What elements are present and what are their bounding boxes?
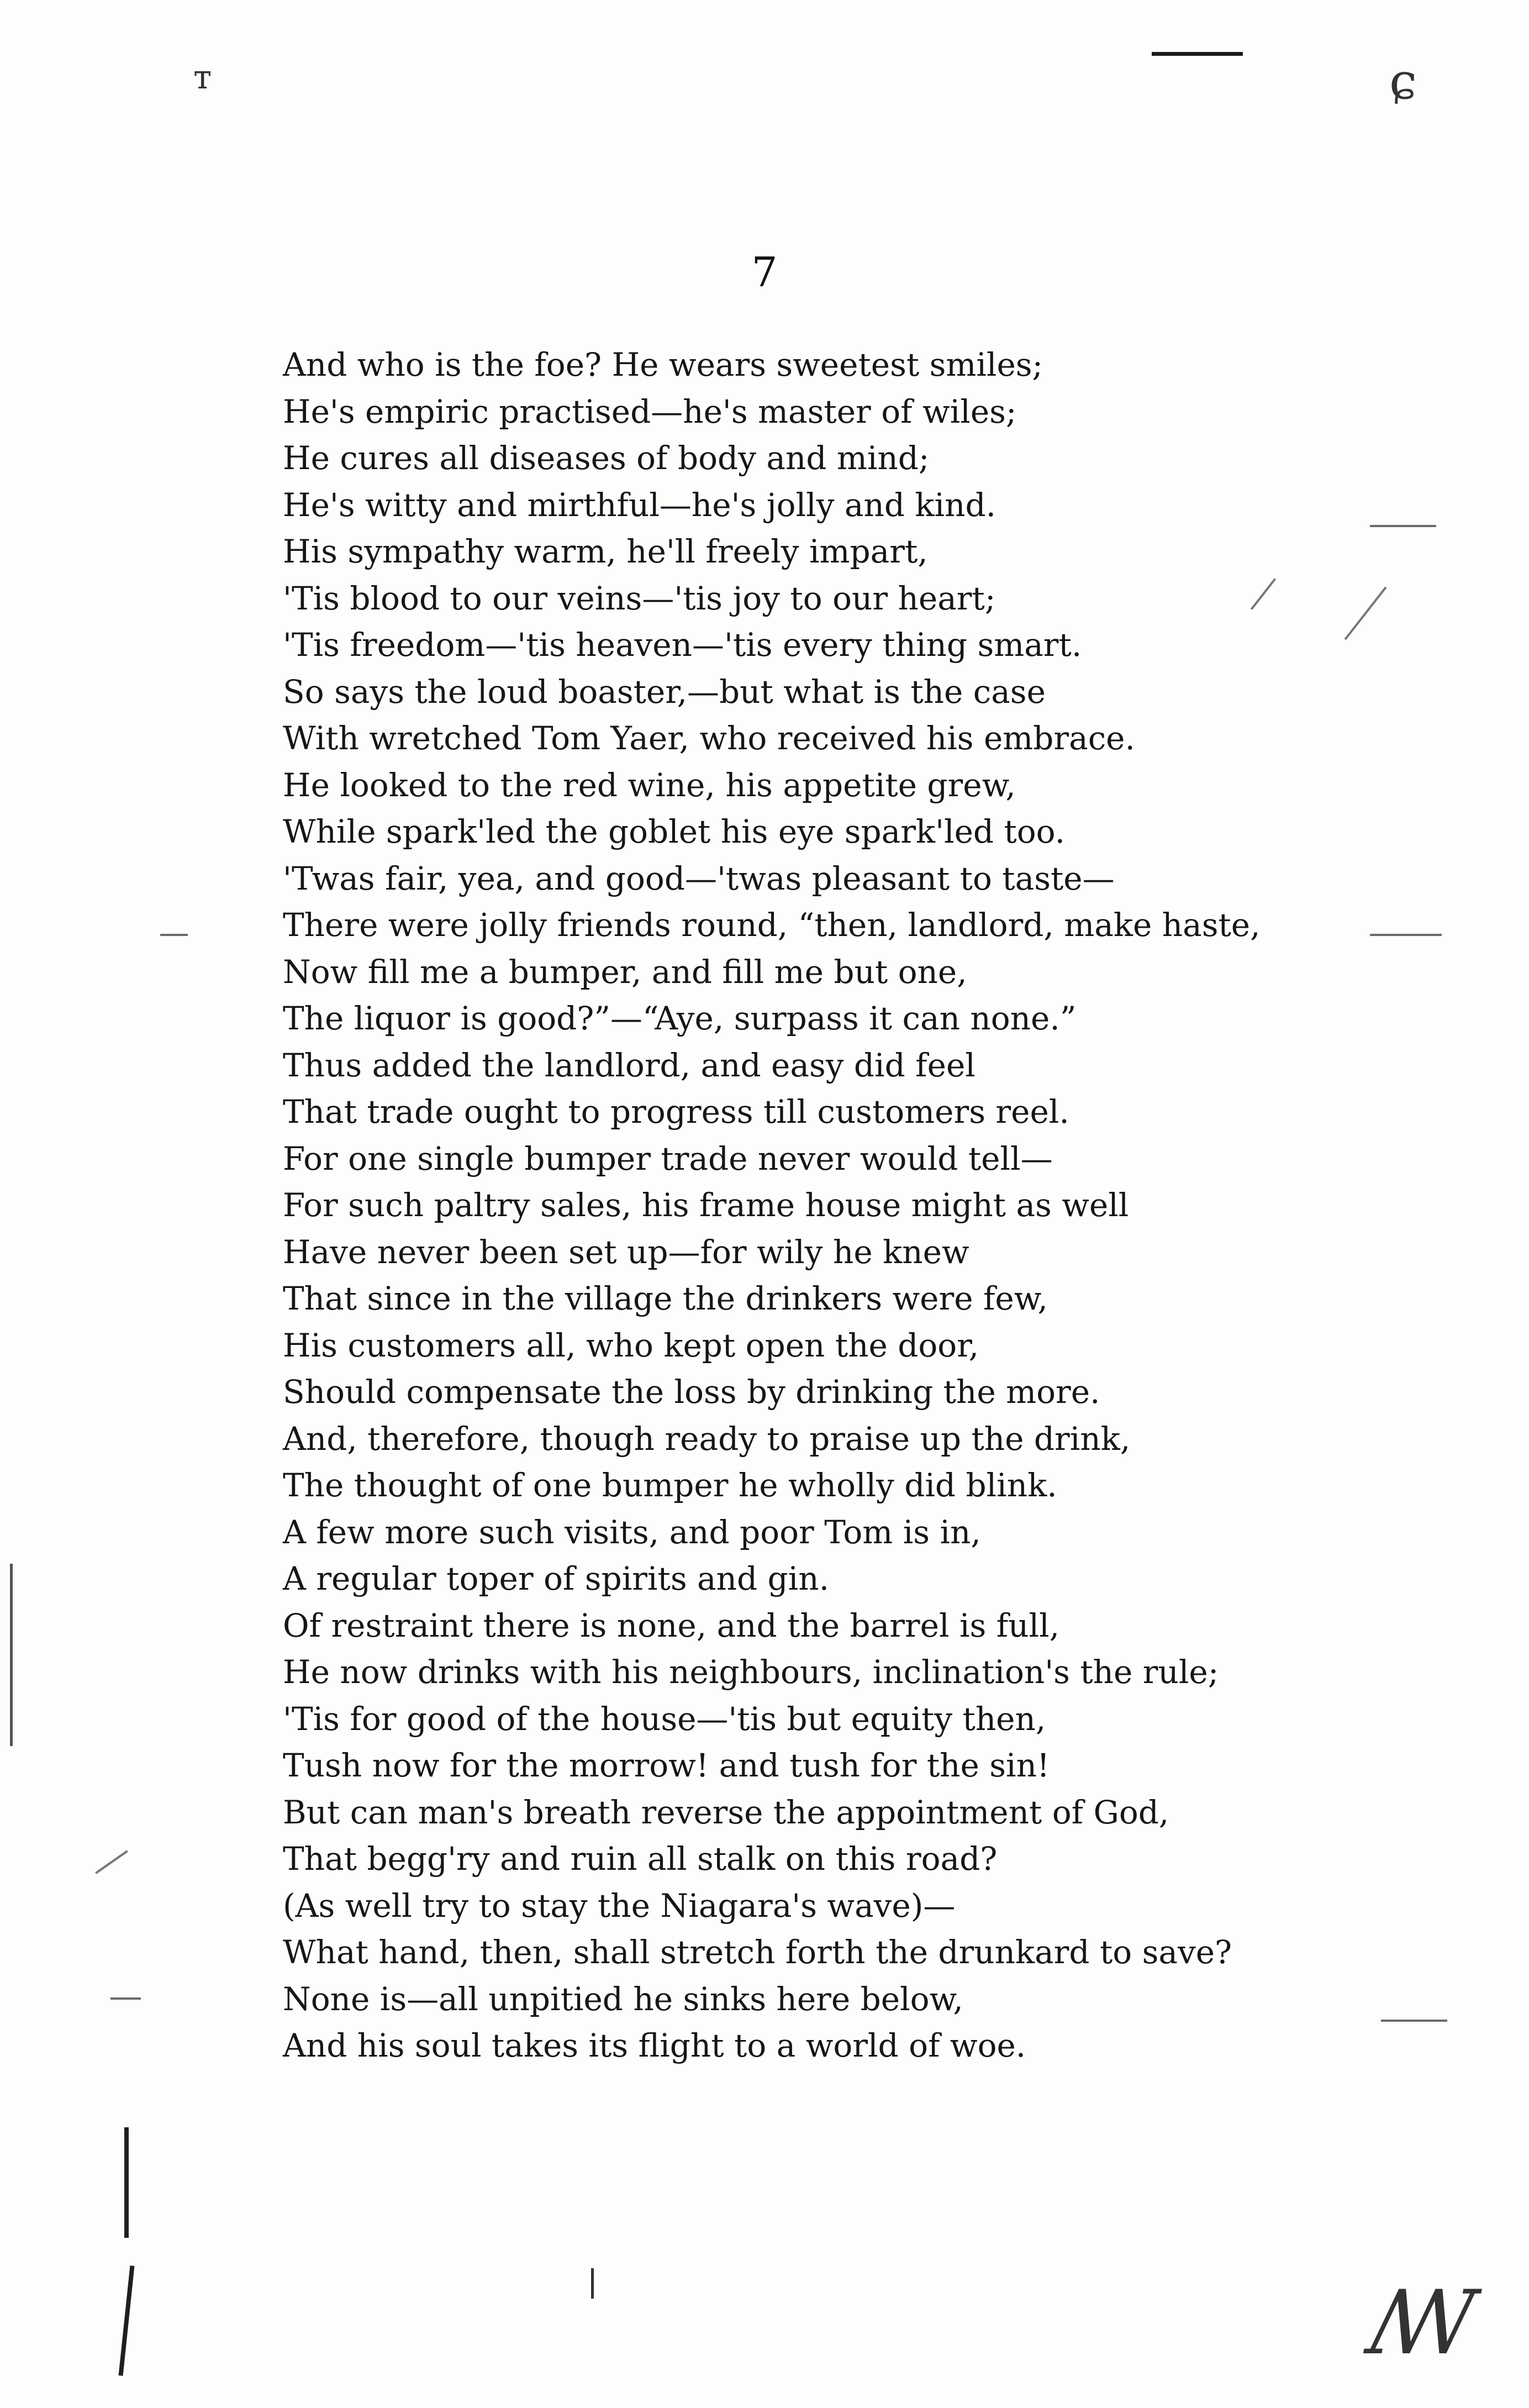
poem-line: For one single bumper trade never would tell—: [283, 1139, 1053, 1177]
poem-line: Now fill me a bumper, and fill me but one,: [283, 953, 967, 991]
poem-line: 'Tis freedom—'tis heaven—'tis every thing smart.: [283, 626, 1082, 664]
poem-line: The liquor is good?”—“Aye, surpass it can none.”: [283, 1000, 1077, 1037]
left-edge-shadow: [10, 1564, 13, 1746]
poem-line: The thought of one bumper he wholly did blink.: [283, 1466, 1057, 1504]
poem-line: He's witty and mirthful—he's jolly and kind.: [283, 486, 997, 524]
poem-line: His customers all, who kept open the door,: [283, 1326, 979, 1364]
poem-line: And who is the foe? He wears sweetest smiles;: [283, 346, 1043, 383]
poem-line: That trade ought to progress till customers reel.: [283, 1093, 1069, 1131]
right-margin-mark: [1370, 525, 1436, 527]
poem-line: None is—all unpitied he sinks here below,: [283, 1980, 963, 2018]
left-margin-stroke: [119, 2265, 135, 2376]
poem-line: (As well try to stay the Niagara's wave)—: [283, 1886, 956, 1925]
poem-line: A regular toper of spirits and gin.: [283, 1560, 830, 1597]
left-margin-mark: [110, 1997, 141, 2000]
poem-line: 'Twas fair, yea, and good—'twas pleasant to taste—: [283, 859, 1115, 897]
poem-text: [283, 341, 1332, 2069]
bottom-right-smudge: ꟿ: [1370, 2271, 1477, 2374]
top-rule: [1152, 52, 1243, 56]
poem-line: That since in the village the drinkers were few,: [283, 1280, 1048, 1317]
poem-line: Should compensate the loss by drinking the more.: [283, 1373, 1100, 1411]
right-margin-mark: [1370, 934, 1442, 936]
poem-line: For such paltry sales, his frame house might as well: [283, 1186, 1129, 1224]
poem-line: And his soul takes its flight to a world of woe.: [283, 2027, 1026, 2064]
poem-line: But can man's breath reverse the appointment of God,: [283, 1793, 1169, 1831]
poem-line: Tush now for the morrow! and tush for the sin!: [283, 1747, 1050, 1784]
left-margin-stroke: [124, 2127, 129, 2238]
right-margin-slash: [1344, 586, 1386, 640]
poem-line: He's empiric practised—he's master of wiles;: [283, 392, 1017, 430]
poem-line: 'Tis blood to our veins—'tis joy to our heart;: [283, 579, 996, 617]
poem-line: He now drinks with his neighbours, inclination's the rule;: [283, 1653, 1219, 1691]
poem-line: Thus added the landlord, and easy did feel: [283, 1046, 976, 1084]
poem-line: While spark'led the goblet his eye spark'led too.: [283, 813, 1066, 850]
top-left-smudge: ᴛ: [193, 58, 212, 97]
bottom-tick-mark: [591, 2268, 594, 2299]
poem-line: He looked to the red wine, his appetite grew,: [283, 766, 1016, 804]
poem-line: Of restraint there is none, and the barrel is full,: [283, 1606, 1060, 1644]
page-number: 7: [751, 249, 778, 296]
poem-line: His sympathy warm, he'll freely impart,: [283, 533, 928, 570]
poem-line: That begg'ry and ruin all stalk on this road?: [283, 1840, 998, 1878]
poem-line: 'Tis for good of the house—'tis but equity then,: [283, 1700, 1046, 1738]
right-margin-mark: [1381, 2020, 1447, 2022]
poem-line: So says the loud boaster,—but what is the case: [283, 672, 1046, 711]
poem-line: He cures all diseases of body and mind;: [283, 439, 930, 477]
poem-line: There were jolly friends round, “then, landlord, make haste,: [283, 906, 1261, 944]
poem-line: What hand, then, shall stretch forth the drunkard to save?: [283, 1933, 1232, 1971]
top-right-smudge: ɕ: [1389, 52, 1417, 111]
left-margin-mark: [160, 934, 188, 936]
poem-line: With wretched Tom Yaer, who received his embrace.: [283, 719, 1135, 757]
poem-line: A few more such visits, and poor Tom is in,: [283, 1513, 981, 1551]
poem-line: And, therefore, though ready to praise up the drink,: [283, 1419, 1131, 1458]
left-margin-slash: [95, 1850, 128, 1874]
poem-line: Have never been set up—for wily he knew: [283, 1233, 969, 1271]
